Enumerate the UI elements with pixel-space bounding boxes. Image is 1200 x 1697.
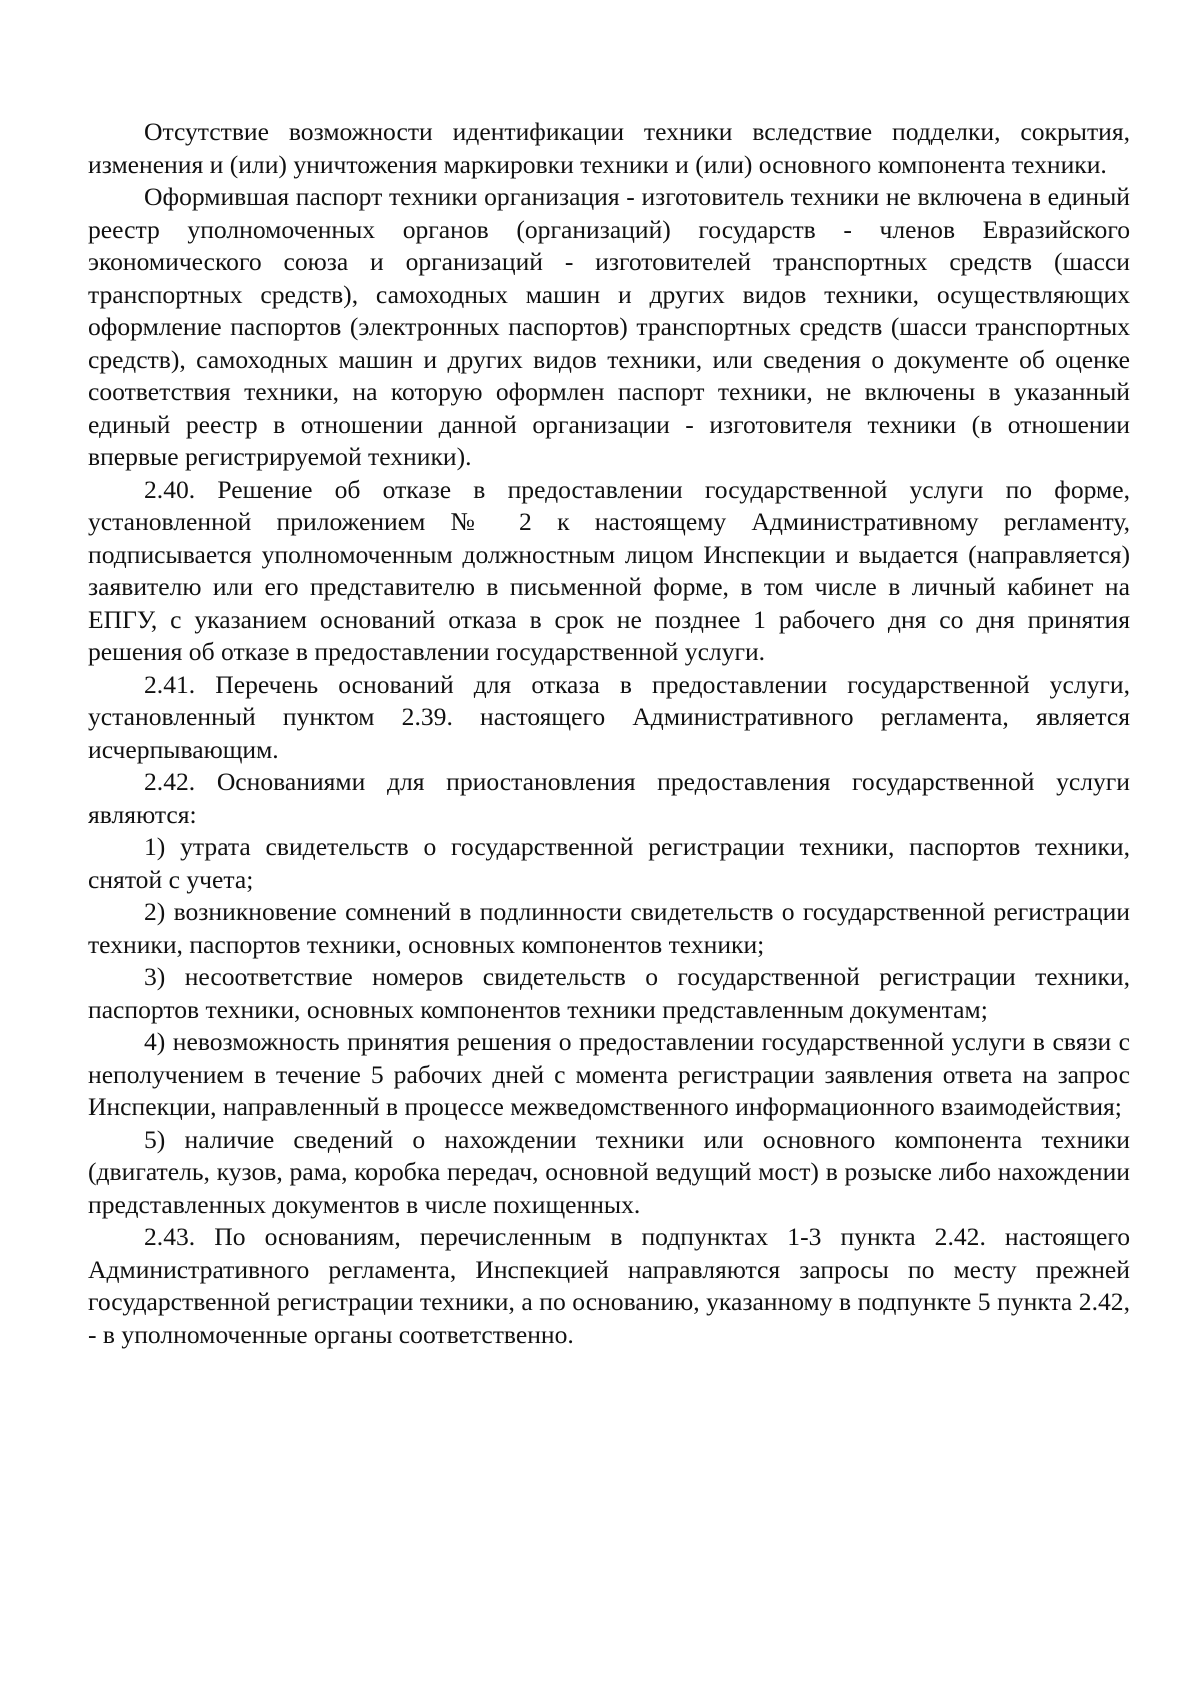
list-item-2-authenticity-doubts: 2) возникновение сомнений в подлинности свидетельств о государственной регистрации техники, паспортов техники, основных компонентов техники;: [88, 897, 1130, 959]
list-item-3-number-mismatch: 3) несоответствие номеров свидетельств о государственной регистрации техники, паспортов техники, основных компонентов техники представленным документам;: [88, 962, 1130, 1024]
paragraph-identification-impossible: Отсутствие возможности идентификации техники вследствие подделки, сокрытия, изменения и (или) уничтожения маркировки техники и (или) основного компонента техники.: [88, 117, 1130, 179]
list-item-1-loss-of-certificates: 1) утрата свидетельств о государственной регистрации техники, паспортов техники, снятой с учета;: [88, 832, 1130, 894]
paragraph-manufacturer-not-in-registry: Оформившая паспорт техники организация - изготовитель техники не включена в единый реестр уполномоченных органов (организаций) государств - членов Евразийского экономического союза и организаций - изготовителей транспортных средств (шасси транспортных средств), самоходных машин и других видов техники, осуществляющих оформление паспортов (электронных паспортов) транспортных средств (шасси транспортных средств), самоходных машин и других видов техники, или сведения о документе об оценке соответствия техники, на которую оформлен паспорт техники, не включены в указанный единый реестр в отношении данной организации - изготовителя техники (в отношении впервые регистрируемой техники).: [88, 182, 1130, 471]
paragraph-2-42-suspension-grounds: 2.42. Основаниями для приостановления предоставления государственной услуги являются:: [88, 767, 1130, 829]
document-page: [88, 116, 1130, 1351]
paragraph-2-40-refusal-decision: 2.40. Решение об отказе в предоставлении государственной услуги по форме, установленной приложением № 2 к настоящему Административному регламенту, подписывается уполномоченным должностным лицом Инспекции и выдается (направляется) заявителю или его представителю в письменной форме, в том числе в личный кабинет на ЕПГУ, с указанием оснований отказа в срок не позднее 1 рабочего дня со дня принятия решения об отказе в предоставлении государственной услуги.: [88, 474, 1130, 666]
list-item-4-no-response: 4) невозможность принятия решения о предоставлении государственной услуги в связи с неполучением в течение 5 рабочих дней с момента регистрации заявления ответа на запрос Инспекции, направленный в процессе межведомственного информационного взаимодействия;: [88, 1027, 1130, 1121]
paragraph-2-41-refusal-list: 2.41. Перечень оснований для отказа в предоставлении государственной услуги, установленный пунктом 2.39. настоящего Административного регламента, является исчерпывающим.: [88, 669, 1130, 764]
paragraph-2-43-requests: 2.43. По основаниям, перечисленным в подпунктах 1-3 пункта 2.42. настоящего Административного регламента, Инспекцией направляются запросы по месту прежней государственной регистрации техники, а по основанию, указанному в подпункте 5 пункта 2.42, - в уполномоченные органы соответственно.: [88, 1222, 1130, 1349]
list-item-5-wanted-status: 5) наличие сведений о нахождении техники или основного компонента техники (двигатель, кузов, рама, коробка передач, основной ведущий мост) в розыске либо нахождении представленных документов в числе похищенных.: [88, 1124, 1130, 1219]
